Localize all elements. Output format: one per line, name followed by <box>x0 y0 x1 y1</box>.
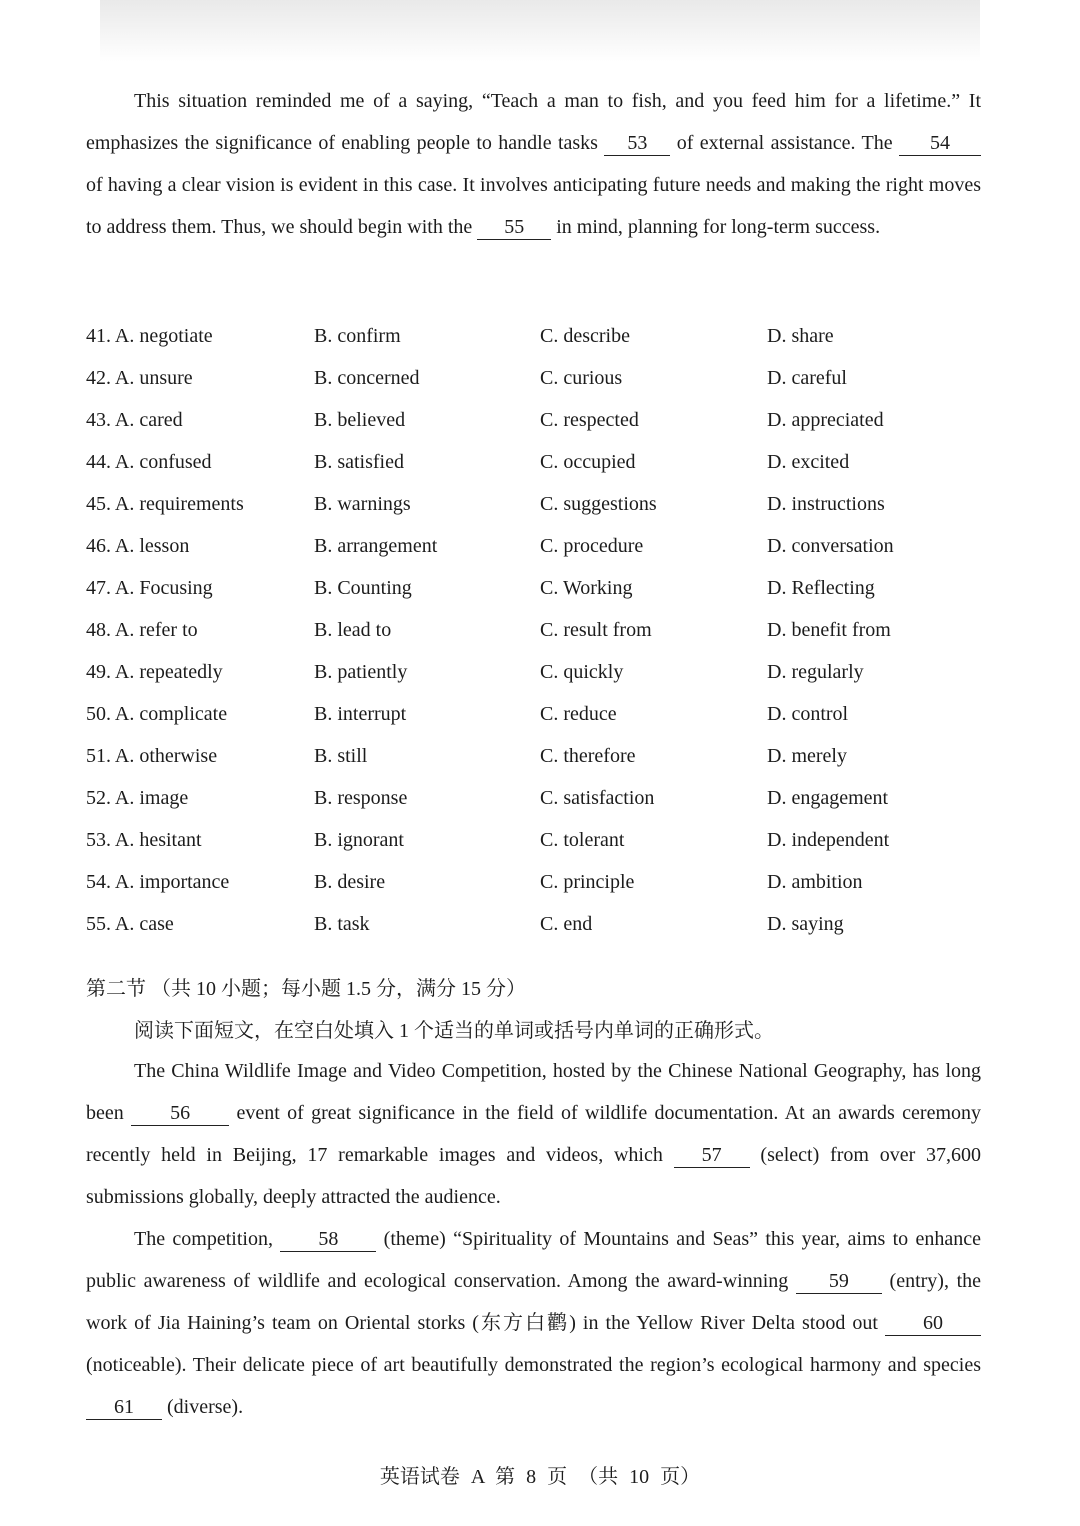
option-c: C. procedure <box>540 535 644 557</box>
option-c: C. end <box>540 913 593 935</box>
scan-shadow <box>100 0 980 62</box>
option-b: B. believed <box>314 409 406 431</box>
option-d: D. ambition <box>767 871 863 893</box>
option-a: 45. A. requirements <box>86 493 244 515</box>
passage-text: in mind, planning for long-term success. <box>556 216 881 238</box>
option-c: C. satisfaction <box>540 787 655 809</box>
option-d: D. regularly <box>767 661 864 683</box>
option-d: D. instructions <box>767 493 885 515</box>
passage-ending-paragraph <box>86 80 981 248</box>
blank-58: 58 <box>280 1227 376 1252</box>
section-heading: 第二节 （共 10 小题；每小题 1.5 分，满分 15 分） <box>86 978 526 1000</box>
option-d: D. share <box>767 325 834 347</box>
option-b: B. response <box>314 787 408 809</box>
option-a: 49. A. repeatedly <box>86 661 223 683</box>
option-row-42 <box>86 357 986 399</box>
option-b: B. lead to <box>314 619 392 641</box>
option-b: B. ignorant <box>314 829 404 851</box>
option-d: D. benefit from <box>767 619 891 641</box>
passage-text: of having a clear vision is evident in this case. It involves anticipating future needs and making the right moves to address them. Thus, we should begin with the <box>86 174 981 238</box>
blank-57: 57 <box>674 1143 750 1168</box>
option-b: B. concerned <box>314 367 420 389</box>
option-b: B. interrupt <box>314 703 407 725</box>
option-c: C. reduce <box>540 703 617 725</box>
option-row-53 <box>86 819 986 861</box>
option-a: 47. A. Focusing <box>86 577 213 599</box>
blank-61: 61 <box>86 1395 162 1420</box>
passage-text: The China Wildlife Image and Video Competition, hosted by the Chinese National Geography, has long been <box>86 1060 981 1124</box>
passage-text: This situation reminded me of a saying, “Teach a man to fish, and you feed him for a lifetime.” It emphasizes the significance of enabling people to handle tasks <box>86 90 981 154</box>
blank-59: 59 <box>796 1269 882 1294</box>
section-instruction: 阅读下面短文，在空白处填入 1 个适当的单词或括号内单词的正确形式。 <box>134 1020 774 1042</box>
option-row-48 <box>86 609 986 651</box>
option-d: D. merely <box>767 745 847 767</box>
option-d: D. conversation <box>767 535 894 557</box>
option-row-51 <box>86 735 986 777</box>
option-a: 55. A. case <box>86 913 174 935</box>
option-d: D. saying <box>767 913 844 935</box>
option-a: 46. A. lesson <box>86 535 190 557</box>
passage-text: (diverse). <box>167 1396 244 1418</box>
option-c: C. curious <box>540 367 623 389</box>
option-a: 51. A. otherwise <box>86 745 218 767</box>
option-a: 48. A. refer to <box>86 619 198 641</box>
blank-55: 55 <box>477 215 551 240</box>
option-row-41 <box>86 315 986 357</box>
option-c: C. Working <box>540 577 633 599</box>
option-a: 41. A. negotiate <box>86 325 213 347</box>
option-a: 43. A. cared <box>86 409 183 431</box>
option-d: D. appreciated <box>767 409 884 431</box>
option-b: B. task <box>314 913 370 935</box>
grammar-paragraph-2 <box>86 1218 981 1428</box>
blank-54: 54 <box>899 131 981 156</box>
option-b: B. warnings <box>314 493 411 515</box>
option-a: 44. A. confused <box>86 451 212 473</box>
option-row-52 <box>86 777 986 819</box>
passage-text: of external assistance. The <box>676 132 893 154</box>
option-c: C. describe <box>540 325 630 347</box>
option-a: 54. A. importance <box>86 871 230 893</box>
option-c: C. therefore <box>540 745 636 767</box>
option-row-44 <box>86 441 986 483</box>
passage-text: The competition, <box>134 1228 273 1250</box>
option-c: C. tolerant <box>540 829 625 851</box>
grammar-paragraph-1 <box>86 1050 981 1218</box>
option-b: B. patiently <box>314 661 408 683</box>
page-footer: 英语试卷 A 第 8 页 （共 10 页） <box>379 1466 701 1488</box>
passage-text: (select) from over 37,600 submissions globally, deeply attracted the audience. <box>86 1144 982 1208</box>
blank-56: 56 <box>131 1101 229 1126</box>
option-a: 52. A. image <box>86 787 189 809</box>
option-c: C. suggestions <box>540 493 657 515</box>
option-row-47 <box>86 567 986 609</box>
option-b: B. desire <box>314 871 386 893</box>
passage-text: (noticeable). Their delicate piece of art beautifully demonstrated the region’s ecological harmony and species <box>86 1354 981 1376</box>
option-b: B. still <box>314 745 368 767</box>
option-a: 42. A. unsure <box>86 367 193 389</box>
option-row-49 <box>86 651 986 693</box>
option-b: B. Counting <box>314 577 412 599</box>
option-c: C. result from <box>540 619 652 641</box>
option-d: D. control <box>767 703 849 725</box>
passage-text: (theme) “Spirituality of Mountains and Seas” this year, aims to enhance public awareness of wildlife and ecological conservation. Among the award-winning <box>86 1228 982 1292</box>
blank-60: 60 <box>885 1311 981 1336</box>
answer-options-list <box>86 315 986 945</box>
option-b: B. confirm <box>314 325 401 347</box>
option-row-45 <box>86 483 986 525</box>
option-a: 53. A. hesitant <box>86 829 202 851</box>
option-d: D. careful <box>767 367 847 389</box>
option-c: C. principle <box>540 871 635 893</box>
option-row-55 <box>86 903 986 945</box>
option-d: D. Reflecting <box>767 577 875 599</box>
option-b: B. satisfied <box>314 451 404 473</box>
option-b: B. arrangement <box>314 535 438 557</box>
option-d: D. excited <box>767 451 850 473</box>
option-row-46 <box>86 525 986 567</box>
option-row-50 <box>86 693 986 735</box>
option-a: 50. A. complicate <box>86 703 228 725</box>
option-c: C. respected <box>540 409 639 431</box>
option-c: C. occupied <box>540 451 636 473</box>
option-row-54 <box>86 861 986 903</box>
option-row-43 <box>86 399 986 441</box>
passage-text: event of great significance in the field of wildlife documentation. At an awards ceremony recently held in Beijing, 17 remarkable images and videos, which <box>86 1102 982 1166</box>
option-d: D. independent <box>767 829 890 851</box>
passage-text: (entry), the work of Jia Haining’s team on Oriental storks (东方白鹳) in the Yellow River Delta stood out <box>86 1270 981 1334</box>
option-c: C. quickly <box>540 661 624 683</box>
blank-53: 53 <box>604 131 670 156</box>
option-d: D. engagement <box>767 787 889 809</box>
